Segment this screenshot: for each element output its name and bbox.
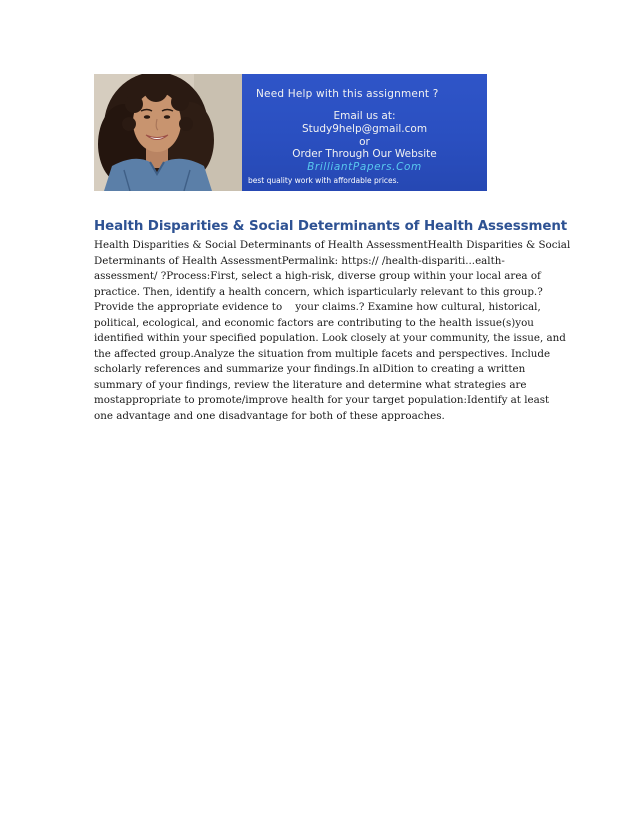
ad-banner-text — [242, 74, 487, 191]
woman-portrait-icon — [94, 74, 242, 191]
ad-banner[interactable] — [94, 74, 487, 191]
body-line: practice. Then, identify a health concern, which isparticularly relevant to this group.? — [94, 285, 543, 298]
body-line: assessment/ ?Process:First, select a high-risk, diverse group within your local area of — [94, 270, 541, 283]
body-line: mostappropriate to promote/improve health for your target population:Identify at least — [94, 394, 550, 407]
order-text: Order Through Our Website — [292, 148, 437, 160]
body-line: Provide the appropriate evidence to your claims.? Examine how cultural, historical, — [94, 301, 541, 314]
body-line: one advantage and one disadvantage for both of these approaches. — [94, 410, 445, 423]
body-line: summary of your findings, review the literature and determine what strategies are — [94, 378, 527, 391]
woman-photo — [94, 74, 242, 191]
document-body — [94, 238, 571, 425]
body-line: Determinants of Health AssessmentPermalink: https:// /health-dispariti...ealth- — [94, 254, 505, 267]
body-line: scholarly references and summarize your findings.In alDition to creating a written — [94, 363, 526, 376]
body-line: Health Disparities & Social Determinants of Health AssessmentHealth Disparities & Social — [94, 239, 571, 251]
website-link[interactable]: BrilliantPapers.Com — [307, 161, 422, 173]
tagline-text: best quality work with affordable prices. — [248, 176, 399, 185]
body-line: the affected group.Analyze the situation from multiple facets and perspectives. Include — [94, 347, 551, 360]
email-us-label: Email us at: — [333, 110, 396, 122]
body-line: identified within your specified population. Look closely at your community, the issue, and — [94, 332, 566, 345]
email-address[interactable]: Study9help@gmail.com — [301, 123, 428, 135]
or-separator: or — [359, 136, 370, 148]
body-line: political, ecological, and economic factors are contributing to the health issue(s)you — [94, 316, 534, 329]
need-help-text: Need Help with this assignment ? — [256, 88, 439, 100]
document-title: Health Disparities & Social Determinants of Health Assessment — [94, 219, 568, 234]
